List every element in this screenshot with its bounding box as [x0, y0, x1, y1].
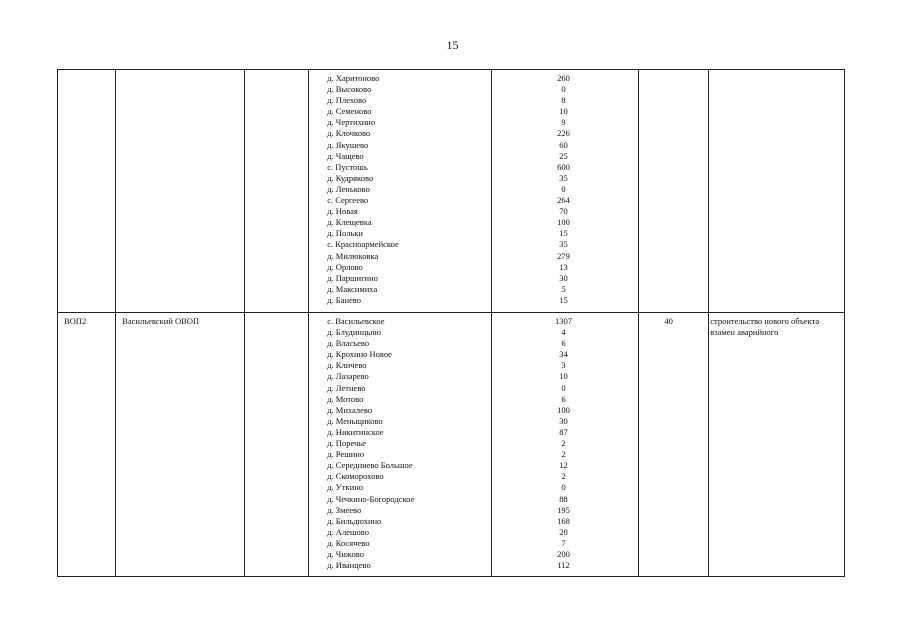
locality-item: д. Чащево: [327, 150, 364, 161]
population-value: 8: [561, 95, 566, 106]
population-cell: [492, 313, 639, 577]
locality-item: с. Васильевское: [327, 316, 385, 326]
locality-item: д. Змеево: [327, 504, 362, 515]
locality-item: д. Иванцево: [327, 560, 371, 571]
locality-item: д. Банево: [327, 294, 361, 305]
population-value: 2: [561, 471, 566, 482]
locality-item: д. Новая: [327, 206, 358, 217]
locality-item: д. Паршигино: [327, 272, 378, 283]
population-value: 226: [557, 128, 570, 139]
note-text: строительство нового объекта взамен аварийного: [710, 316, 820, 338]
population-value: 279: [557, 250, 570, 261]
count-cell: [638, 313, 708, 577]
locality-item: д. Плехово: [327, 95, 367, 106]
population-value: 34: [559, 349, 568, 360]
code-cell: [58, 313, 116, 577]
page-number: 15: [446, 38, 459, 52]
locality-item: д. Алешово: [327, 526, 369, 537]
population-value: 112: [557, 560, 570, 571]
locality-item: д. Бильдюхино: [327, 515, 382, 526]
locality-item: д. Михалево: [327, 404, 373, 415]
population-value: 25: [559, 150, 568, 161]
population-value: 0: [561, 183, 566, 194]
locality-item: д. Семеново: [327, 106, 372, 117]
note-cell: [709, 313, 845, 577]
locality-item: с. Пустошь: [327, 161, 368, 172]
population-value: 6: [561, 338, 566, 349]
locality-item: д. Орлово: [327, 261, 363, 272]
localities-cell: [309, 70, 492, 313]
locality-item: д. Чертихино: [327, 117, 376, 128]
locality-item: д. Крохино Новое: [327, 349, 392, 360]
locality-list: [309, 316, 491, 571]
locality-item: д. Высоково: [327, 84, 372, 95]
locality-item: д. Кличево: [327, 360, 367, 371]
population-value: 600: [557, 161, 570, 172]
population-value: 7: [561, 537, 566, 548]
locality-item: с. Красноармейское: [327, 239, 399, 250]
facility-name: Васильевский ОВОП: [122, 316, 200, 326]
population-value: 0: [561, 482, 566, 493]
population-value: 0: [561, 84, 566, 95]
population-value: 30: [559, 272, 568, 283]
population-value: 100: [557, 217, 570, 228]
locality-item: д. Польки: [327, 228, 363, 239]
population-value: 264: [557, 195, 570, 206]
locality-item: д. Лазарево: [327, 371, 369, 382]
population-value: 3: [561, 360, 566, 371]
locality-item: д. Летнево: [327, 382, 366, 393]
population-value: 15: [559, 294, 568, 305]
locality-item: с. Сергеево: [327, 195, 369, 206]
locality-item: д. Скоморохово: [327, 471, 384, 482]
locality-item: д. Харитоново: [327, 73, 380, 83]
locality-item: д. Чечкино-Богородское: [327, 493, 415, 504]
locality-item: д. Уткино: [327, 482, 364, 493]
population-value: 6: [561, 393, 566, 404]
facilities-table: [57, 69, 845, 577]
name-cell: [116, 70, 245, 313]
locality-item: д. Середниево Большое: [327, 460, 413, 471]
locality-item: д. Максимиха: [327, 283, 378, 294]
population-value: 260: [557, 73, 570, 83]
population-value: 5: [561, 283, 566, 294]
locality-item: д. Якушево: [327, 139, 369, 150]
locality-item: д. Блудинцыно: [327, 327, 382, 338]
population-value: 200: [557, 548, 570, 559]
name-cell: [116, 313, 245, 577]
locality-item: д. Косячево: [327, 537, 370, 548]
population-value: 1307: [555, 316, 573, 326]
locality-item: д. Леньково: [327, 183, 370, 194]
population-list: [492, 316, 638, 571]
col3-cell: [244, 70, 308, 313]
population-value: 60: [559, 139, 568, 150]
population-value: 168: [557, 515, 570, 526]
population-value: 15: [559, 228, 568, 239]
population-value: 35: [559, 239, 568, 250]
population-value: 0: [561, 382, 566, 393]
localities-cell: [309, 313, 492, 577]
population-cell: [492, 70, 639, 313]
col3-cell: [244, 313, 308, 577]
locality-list: [309, 73, 491, 306]
note-cell: [709, 70, 845, 313]
population-value: 10: [559, 106, 568, 117]
population-value: 100: [557, 404, 570, 415]
code-cell: [58, 70, 116, 313]
locality-item: д. Мотово: [327, 393, 364, 404]
population-value: 30: [559, 415, 568, 426]
population-value: 88: [559, 493, 568, 504]
facility-code: ВОП2: [64, 316, 87, 326]
locality-item: д. Власьево: [327, 338, 370, 349]
locality-item: д. Клещевка: [327, 217, 372, 228]
population-value: 87: [559, 426, 568, 437]
population-value: 35: [559, 172, 568, 183]
population-value: 10: [559, 371, 568, 382]
population-value: 2: [561, 449, 566, 460]
population-value: 20: [559, 526, 568, 537]
population-value: 195: [557, 504, 570, 515]
locality-item: д. Кудряково: [327, 172, 374, 183]
population-list: [492, 73, 638, 306]
population-value: 13: [559, 261, 568, 272]
population-value: 12: [559, 460, 568, 471]
population-value: 70: [559, 206, 568, 217]
locality-item: д. Клочково: [327, 128, 371, 139]
count-cell: [638, 70, 708, 313]
locality-item: д. Никитинское: [327, 426, 384, 437]
population-value: 9: [561, 117, 566, 128]
locality-item: д. Поречье: [327, 438, 366, 449]
table-row: [58, 70, 845, 313]
locality-item: д. Чижово: [327, 548, 364, 559]
count-value: 40: [664, 316, 673, 326]
population-value: 2: [561, 438, 566, 449]
locality-item: д. Милюковка: [327, 250, 379, 261]
locality-item: д. Меньщиково: [327, 415, 383, 426]
locality-item: д. Решино: [327, 449, 365, 460]
table-row: [58, 313, 845, 577]
population-value: 4: [561, 327, 566, 338]
